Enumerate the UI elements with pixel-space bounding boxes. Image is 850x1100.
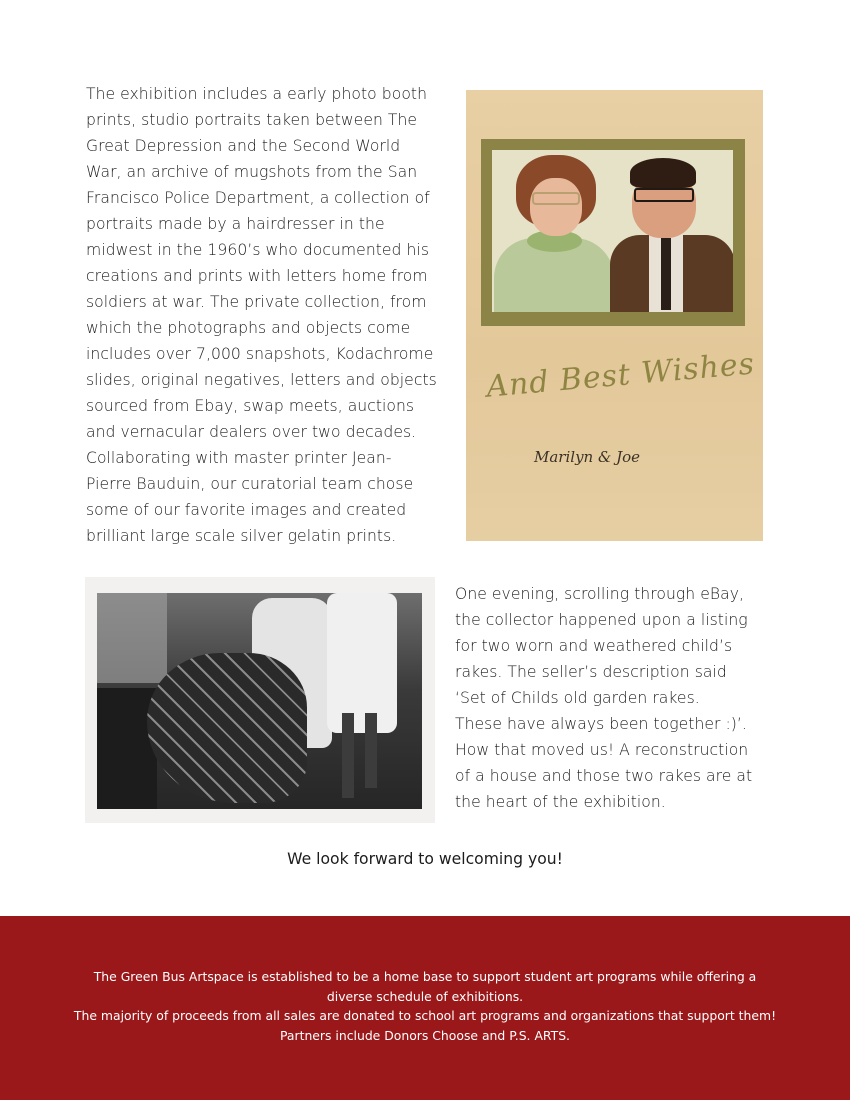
woman-face bbox=[530, 178, 582, 236]
photo-frame bbox=[481, 139, 745, 326]
intro-line: Francisco Police Department, a collection of bbox=[86, 189, 430, 207]
intro-line: Collaborating with master printer Jean- bbox=[86, 449, 392, 467]
intro-line: brilliant large scale silver gelatin prints. bbox=[86, 527, 397, 545]
intro-line: midwest in the 1960’s who documented his bbox=[86, 241, 430, 259]
intro-line: soldiers at war. The private collection, from bbox=[86, 293, 427, 311]
intro-line: sourced from Ebay, swap meets, auctions bbox=[86, 397, 415, 415]
greeting-card-photo bbox=[466, 90, 763, 541]
footer-paragraph-mission: The Green Bus Artspace is established to be a home base to support student art programs while offering a diverse schedule of exhibitions. bbox=[93, 969, 757, 1004]
intro-line: some of our favorite images and created bbox=[86, 501, 407, 519]
intro-line: includes over 7,000 snapshots, Kodachrome bbox=[86, 345, 434, 363]
dance-photo bbox=[85, 577, 435, 823]
man-glasses bbox=[634, 188, 694, 202]
intro-line: prints, studio portraits taken between The bbox=[86, 111, 418, 129]
woman-glasses bbox=[532, 192, 580, 205]
story-line: These have always been together :)’. bbox=[455, 715, 747, 733]
leg bbox=[365, 713, 377, 788]
dance-photo-image bbox=[97, 593, 422, 809]
story-paragraph bbox=[455, 581, 770, 815]
footer-band bbox=[0, 916, 850, 1100]
card-signature: Marilyn & Joe bbox=[534, 448, 641, 466]
intro-line: creations and prints with letters home from bbox=[86, 267, 428, 285]
patterned-skirt bbox=[147, 653, 307, 803]
man-hair bbox=[630, 158, 696, 188]
story-line: the heart of the exhibition. bbox=[455, 793, 666, 811]
story-line: for two worn and weathered child’s bbox=[455, 637, 733, 655]
footer-text bbox=[70, 967, 780, 1045]
story-line: of a house and those two rakes are at bbox=[455, 767, 753, 785]
window bbox=[97, 593, 167, 683]
intro-line: War, an archive of mugshots from the San bbox=[86, 163, 418, 181]
story-line: the collector happened upon a listing bbox=[455, 611, 748, 629]
story-line: rakes. The seller’s description said bbox=[455, 663, 727, 681]
leg bbox=[342, 713, 354, 798]
intro-line: Great Depression and the Second World bbox=[86, 137, 401, 155]
story-line: How that moved us! A reconstruction bbox=[455, 741, 749, 759]
story-line: One evening, scrolling through eBay, bbox=[455, 585, 745, 603]
story-line: ‘Set of Childs old garden rakes. bbox=[455, 689, 700, 707]
intro-line: and vernacular dealers over two decades. bbox=[86, 423, 417, 441]
intro-paragraph bbox=[86, 81, 461, 549]
white-dress bbox=[327, 593, 397, 733]
couple-portrait bbox=[492, 150, 733, 312]
footer-paragraph-proceeds: The majority of proceeds from all sales are donated to school art programs and organizations that support them! Partners include Donors Choose and P.S. ARTS. bbox=[73, 1008, 777, 1043]
man-tie bbox=[661, 238, 671, 310]
card-script-caption: And Best Wishes bbox=[484, 346, 757, 405]
intro-line: portraits made by a hairdresser in the bbox=[86, 215, 385, 233]
intro-line: slides, original negatives, letters and objects bbox=[86, 371, 437, 389]
closing-line: We look forward to welcoming you! bbox=[287, 850, 563, 868]
intro-line: The exhibition includes a early photo booth bbox=[86, 85, 428, 103]
intro-line: Pierre Bauduin, our curatorial team chose bbox=[86, 475, 414, 493]
intro-line: which the photographs and objects come bbox=[86, 319, 411, 337]
